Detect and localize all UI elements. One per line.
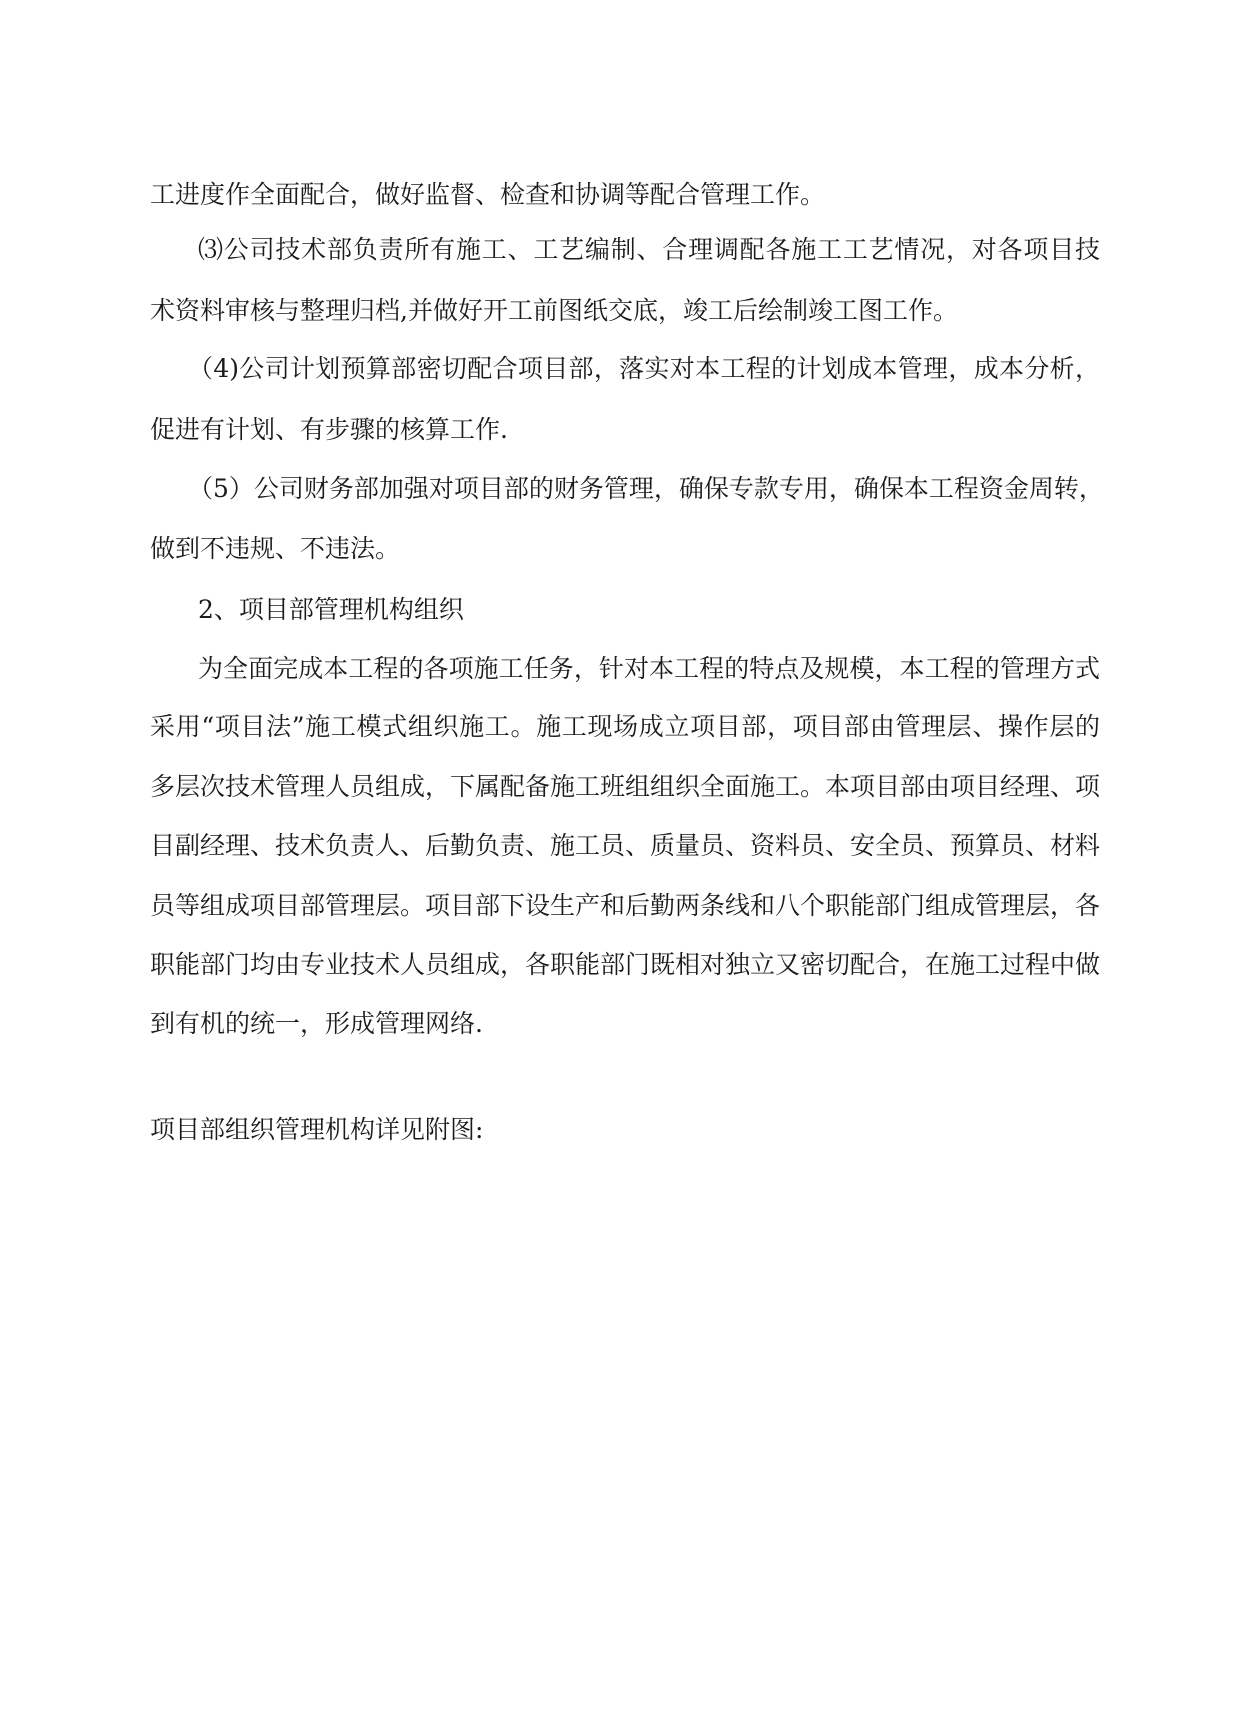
section-heading: 2、项目部管理机构组织	[198, 595, 464, 624]
paragraph-2-line-3: 多层次技术管理人员组成，下属配备施工班组组织全面施工。本项目部由项目经理、项	[150, 772, 1101, 801]
item-4-line-1: （4)公司计划预算部密切配合项目部，落实对本工程的计划成本管理，成本分析，	[188, 354, 1100, 383]
item-3-line-2: 术资料审核与整理归档,并做好开工前图纸交底，竣工后绘制竣工图工作。	[150, 296, 958, 325]
appendix-reference: 项目部组织管理机构详见附图:	[150, 1115, 484, 1144]
paragraph-2-line-4: 目副经理、技术负责人、后勤负责、施工员、质量员、资料员、安全员、预算员、材料	[150, 831, 1101, 860]
item-3-line-1: ⑶公司技术部负责所有施工、工艺编制、合理调配各施工工艺情况，对各项目技	[198, 235, 1100, 264]
paragraph-2-line-5: 员等组成项目部管理层。项目部下设生产和后勤两条线和八个职能部门组成管理层，各	[150, 891, 1101, 920]
paragraph-2-line-6: 职能部门均由专业技术人员组成，各职能部门既相对独立又密切配合，在施工过程中做	[150, 950, 1101, 979]
item-4-line-2: 促进有计划、有步骤的核算工作.	[150, 415, 508, 444]
item-5-line-2: 做到不违规、不违法。	[150, 534, 401, 563]
paragraph-2-line-7: 到有机的统一，形成管理网络.	[150, 1009, 483, 1038]
paragraph-1-line-1: 工进度作全面配合，做好监督、检查和协调等配合管理工作。	[150, 180, 826, 209]
paragraph-2-line-2: 采用“项目法”施工模式组织施工。施工现场成立项目部，项目部由管理层、操作层的	[150, 712, 1100, 741]
item-5-line-1: （5）公司财务部加强对项目部的财务管理，确保专款专用，确保本工程资金周转，	[188, 474, 1104, 503]
paragraph-2-line-1: 为全面完成本工程的各项施工任务，针对本工程的特点及规模，本工程的管理方式	[198, 654, 1100, 683]
